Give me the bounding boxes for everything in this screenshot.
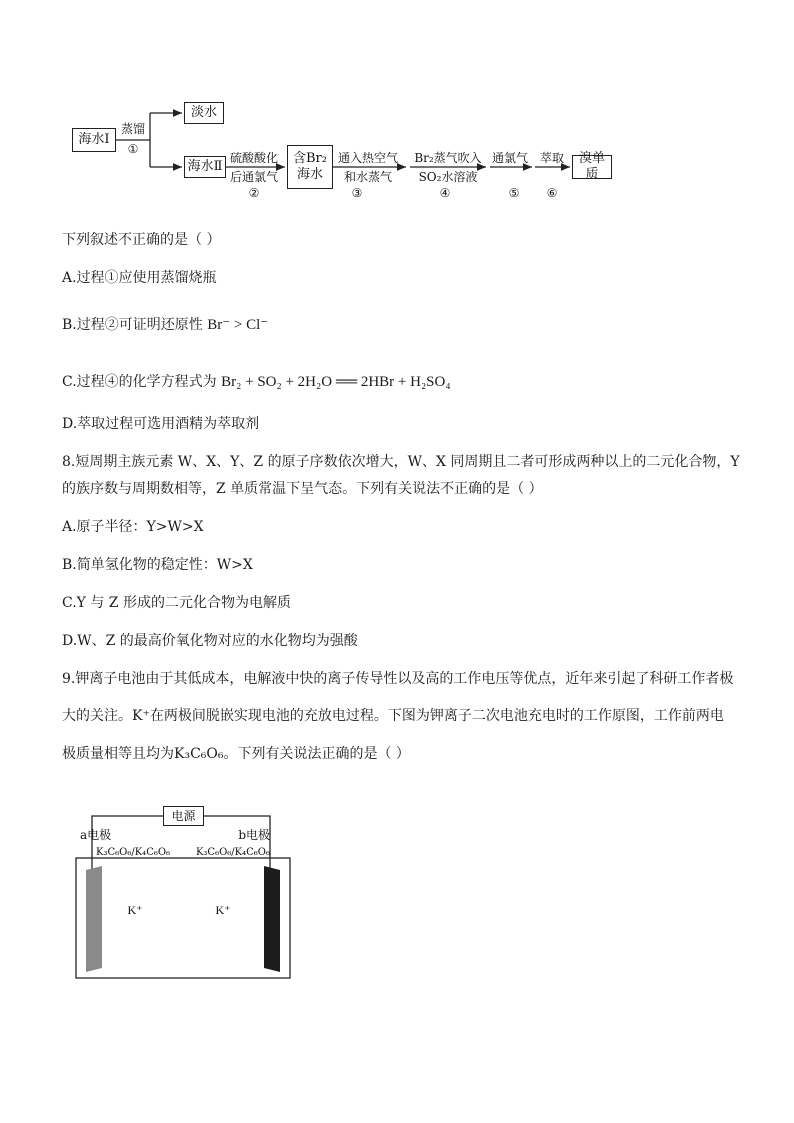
step5-label: 通氯气 [491,151,528,165]
electrolyte-cell [76,858,290,978]
box-freshwater: 淡水 [184,102,224,124]
q8-option-c: C.Y 与 Z 形成的二元化合物为电解质 [62,595,291,611]
q7-option-b-text: B.过程②可证明还原性 [62,317,203,333]
potassium-ion-left: K⁺ [127,903,143,917]
b-electrode-formula: K₃C₆O₆/K₄C₆O₆ [195,847,270,858]
step5-number: ⑤ [508,186,520,200]
q8-stem-line2: 的族序数与周期数相等，Z 单质常温下呈气态。下列有关说法不正确的是（ ） [62,481,543,497]
step3-label-1: 通入热空气 [337,151,398,165]
a-electrode-label: a电极 [80,828,112,842]
q7-option-b-formula: Br⁻ > Cl⁻ [207,317,269,333]
q8-stem-line1: 8.短周期主族元素 W、X、Y、Z 的原子序数依次增大，W、X 同周期且二者可形成两种以上的二元化合物，Y [62,454,740,470]
q7-option-c-formula: Br₂ + SO₂ + 2H₂O ══ 2HBr + H₂SO₄ [221,374,451,390]
q8-option-a: A.原子半径：Y>W>X [62,519,204,535]
step4-label-1: Br₂蒸气吹入 [414,151,482,165]
box-br-line2: 海水 [296,167,323,182]
box-br-line1: 含Br₂ [293,151,327,166]
q7-stem: 下列叙述不正确的是（ ） [62,232,221,248]
q7-option-d: D.萃取过程可选用酒精为萃取剂 [62,416,260,432]
step4-number: ④ [439,186,451,200]
power-source-box: 电源 [163,806,204,826]
b-electrode-label: b电极 [238,828,270,842]
box-seawater-2: 海水Ⅱ [184,156,226,178]
q9-stem-line3: 极质量相等且均为K₃C₆O₆。下列有关说法正确的是（ ） [62,746,410,762]
step3-label-2: 和水蒸气 [343,170,392,184]
q7-option-a: A.过程①应使用蒸馏烧瓶 [62,270,217,286]
step2-label-1: 硫酸酸化 [229,151,278,165]
step3-number: ③ [351,186,363,200]
box-bromine-element: 溴单质 [572,155,612,179]
q9-stem-line2: 大的关注。K⁺在两极间脱嵌实现电池的充放电过程。下图为钾离子二次电池充电时的工作原图，工作前两电 [62,708,724,724]
box-seawater-1: 海水Ⅰ [72,128,116,152]
step1-label: 蒸馏 [120,122,145,136]
step6-number: ⑥ [546,186,558,200]
wire-left [92,816,163,870]
wire-right [204,816,270,870]
step1-number: ① [127,142,139,156]
step2-number: ② [248,186,260,200]
step2-label-2: 后通氯气 [229,170,278,184]
q9-stem-line1: 9.钾离子电池由于其低成本，电解液中快的离子传导性以及高的工作电压等优点，近年来引起了科研工作者极 [62,671,734,687]
q8-option-d: D.W、Z 的最高价氧化物对应的水化物均为强酸 [62,633,358,649]
step4-label-2: SO₂水溶液 [418,170,478,184]
a-electrode [86,866,102,972]
step6-label: 萃取 [539,151,564,165]
potassium-ion-right: K⁺ [215,903,231,917]
q8-option-b: B.简单氢化物的稳定性：W>X [62,557,253,573]
b-electrode [264,866,280,972]
q7-option-c-text: C.过程④的化学方程式为 [62,374,217,390]
a-electrode-formula: K₃C₆O₆/K₄C₆O₆ [96,847,171,858]
